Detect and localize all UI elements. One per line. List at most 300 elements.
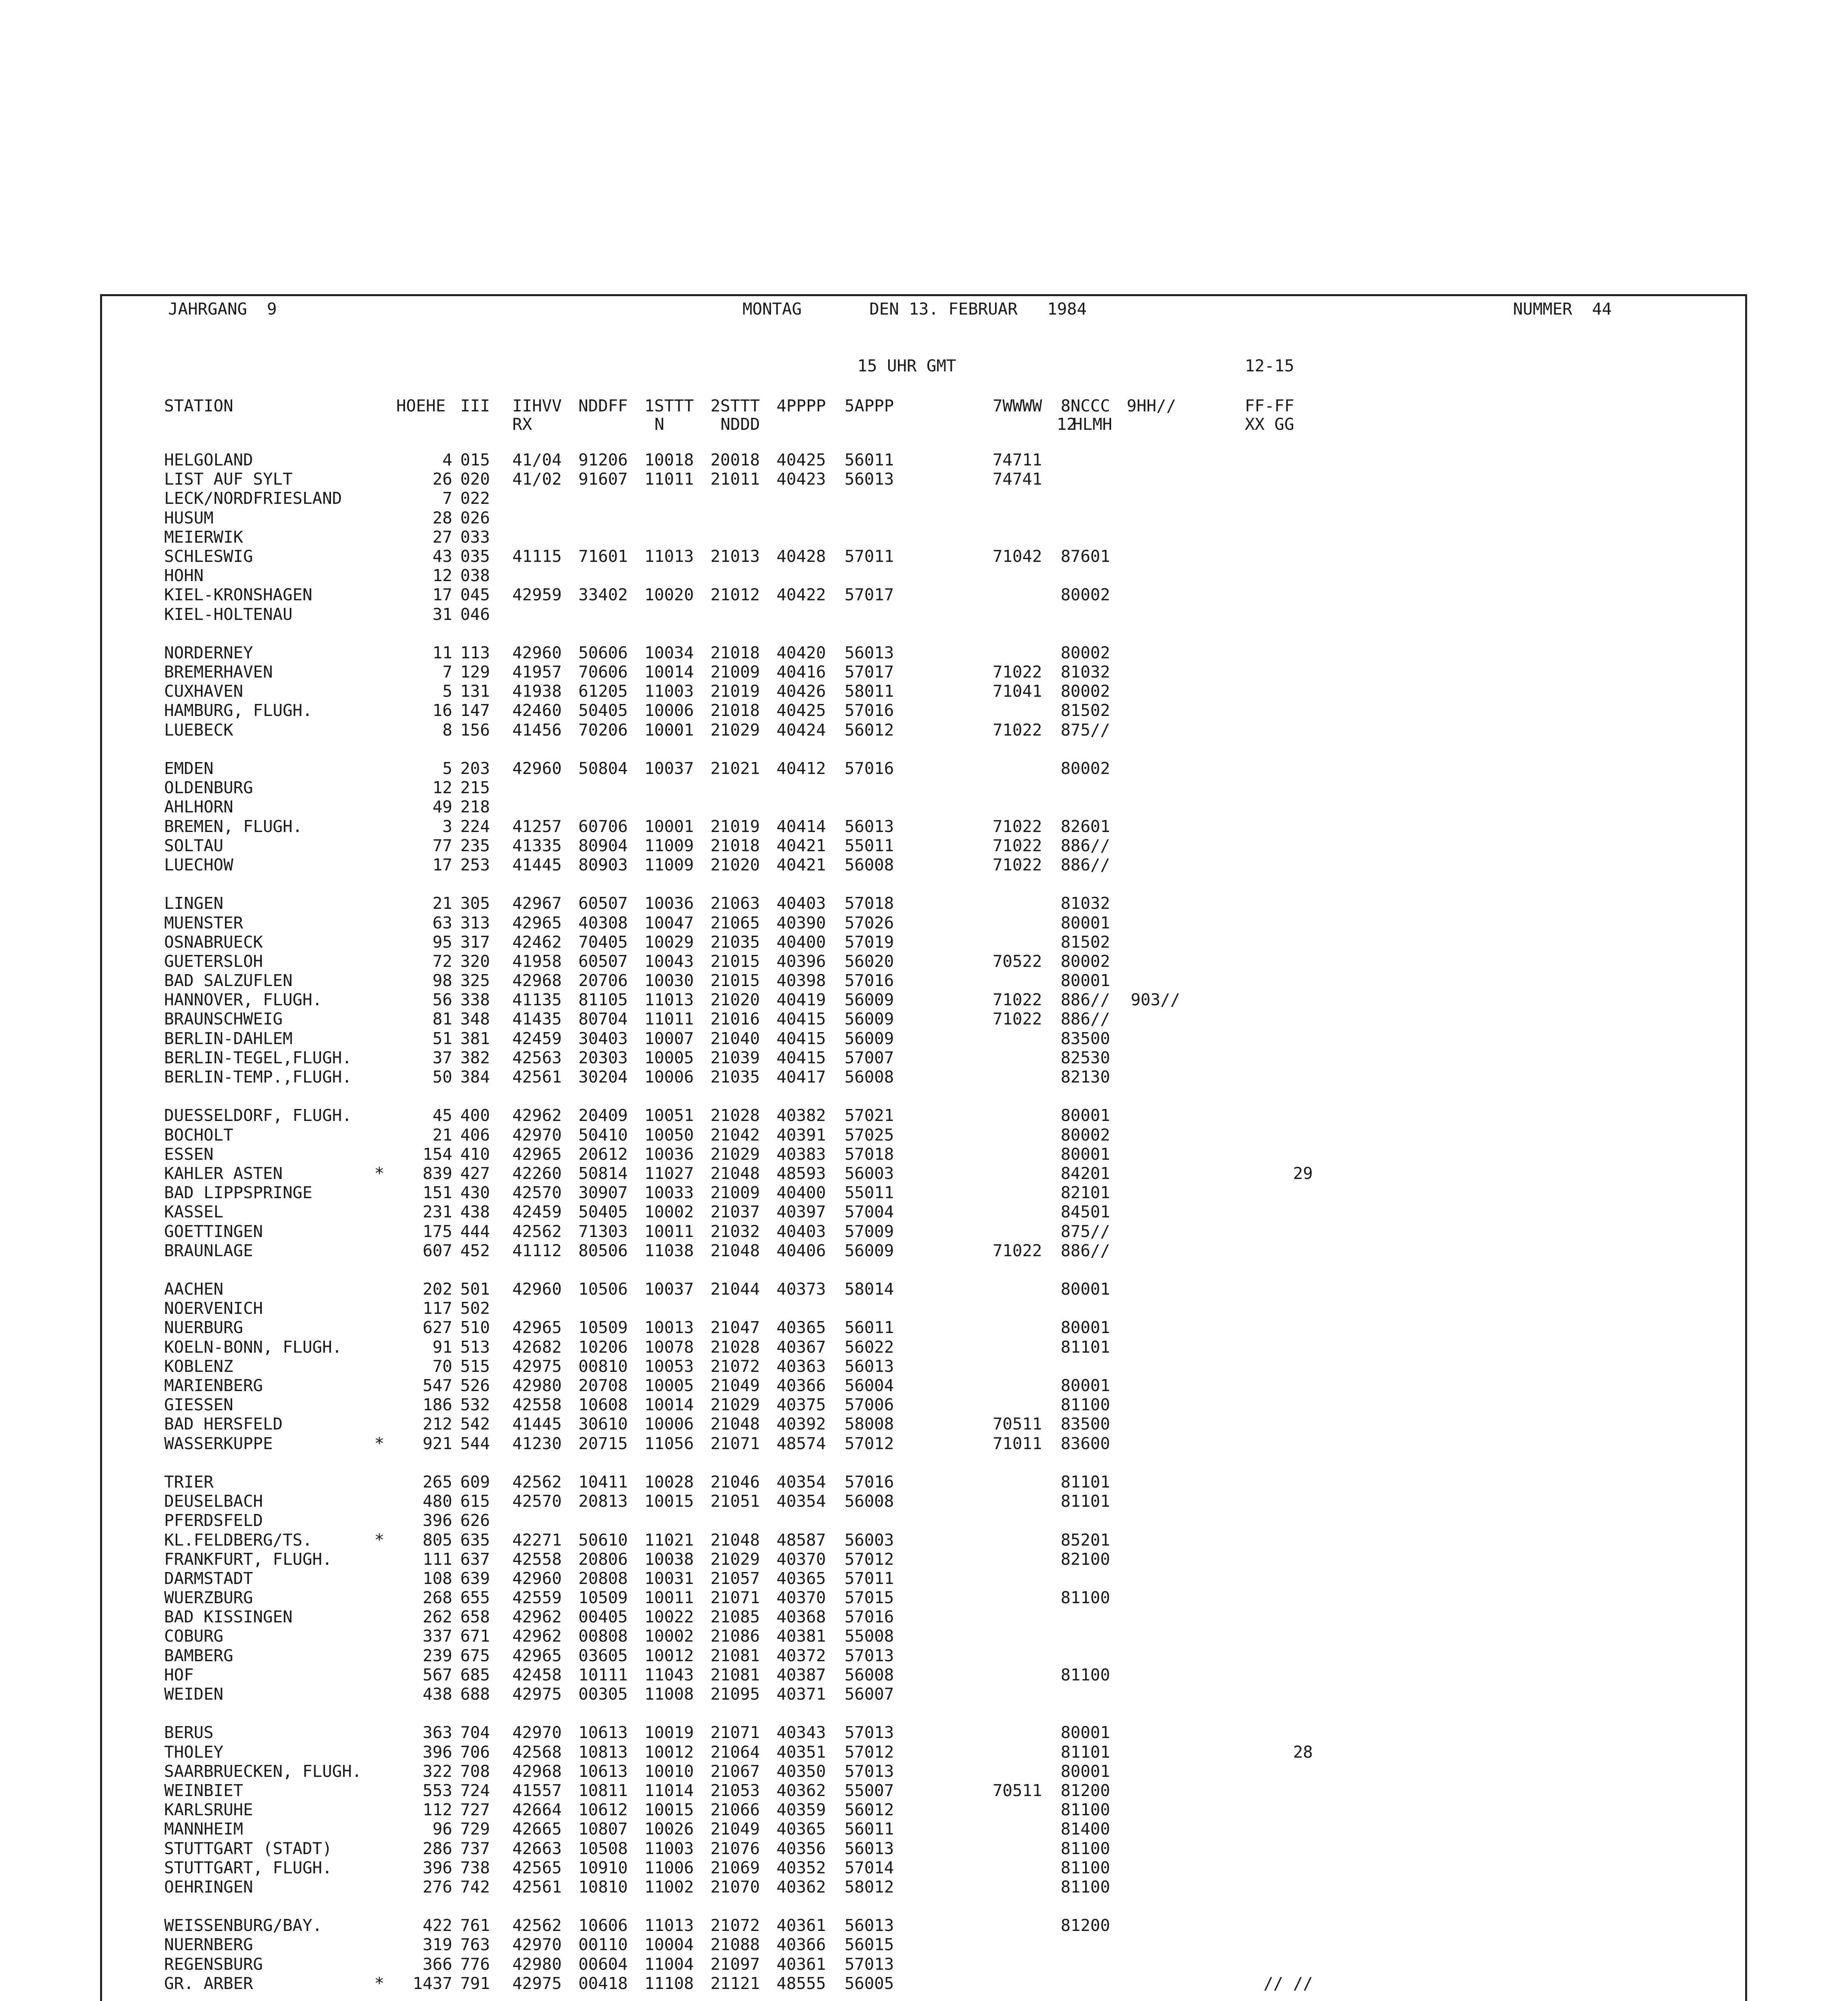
synop-group: 42568 xyxy=(512,1742,562,1762)
station-iii: 129 xyxy=(460,662,490,682)
station-iii: 544 xyxy=(460,1434,490,1453)
synop-group: 42562 xyxy=(512,1916,562,1935)
synop-group: 21048 xyxy=(710,1530,760,1550)
station-height: 567 xyxy=(422,1665,452,1684)
synop-group: 40354 xyxy=(777,1492,826,1511)
table-row xyxy=(164,1511,1725,1530)
group-7wwww: 71011 xyxy=(993,1434,1042,1453)
station-height: 921 xyxy=(422,1434,452,1453)
station-name: EMDEN xyxy=(164,759,214,778)
station-height: 17 xyxy=(432,855,452,874)
mountain-mark: * xyxy=(374,1973,384,1993)
synop-group: 11038 xyxy=(644,1241,694,1260)
synop-group: 10012 xyxy=(644,1646,694,1665)
group-8nccc: 87601 xyxy=(1061,546,1110,566)
station-name: WEISSENBURG/BAY. xyxy=(164,1916,322,1935)
synop-group: 40415 xyxy=(777,1009,826,1029)
synop-group: 56012 xyxy=(845,720,894,740)
synop-group: 56012 xyxy=(845,1800,894,1820)
station-name: GOETTINGEN xyxy=(164,1221,263,1241)
synop-group: 40383 xyxy=(777,1144,826,1164)
station-height: 91 xyxy=(432,1337,452,1357)
synop-group: 10010 xyxy=(644,1761,694,1781)
station-height: 839 xyxy=(422,1163,452,1183)
station-height: 95 xyxy=(432,932,452,952)
table-row xyxy=(164,489,1725,508)
table-row xyxy=(164,1665,1725,1684)
station-height: 438 xyxy=(422,1684,452,1704)
synop-group: 21016 xyxy=(710,1009,760,1029)
station-iii: 113 xyxy=(460,643,490,662)
synop-group: 57018 xyxy=(845,894,894,913)
synop-group: 56009 xyxy=(845,1029,894,1048)
synop-group: 00604 xyxy=(578,1954,628,1974)
synop-group: 21029 xyxy=(710,1144,760,1164)
station-name: SOLTAU xyxy=(164,836,224,855)
synop-group: 10026 xyxy=(644,1819,694,1839)
synop-group: 10004 xyxy=(644,1935,694,1955)
synop-group: 40425 xyxy=(777,701,826,720)
station-iii: 738 xyxy=(460,1858,490,1877)
station-height: 547 xyxy=(422,1376,452,1395)
station-height: 627 xyxy=(422,1318,452,1337)
station-height: 63 xyxy=(432,913,452,932)
station-iii: 410 xyxy=(460,1144,490,1164)
synop-group: 41435 xyxy=(512,1009,562,1029)
synop-group: 21028 xyxy=(710,1337,760,1357)
station-iii: 727 xyxy=(460,1800,490,1820)
group-8nccc: 81200 xyxy=(1061,1780,1110,1800)
synop-group: 40420 xyxy=(777,643,826,662)
synop-group: 11009 xyxy=(644,836,694,855)
synop-group: 56003 xyxy=(845,1163,894,1183)
station-height: 26 xyxy=(432,469,452,489)
group-8nccc: 81101 xyxy=(1061,1472,1110,1492)
synop-group: 42460 xyxy=(512,701,562,720)
station-iii: 320 xyxy=(460,951,490,971)
synop-group: 40398 xyxy=(777,971,826,990)
synop-group: 56009 xyxy=(845,1241,894,1260)
synop-group: 11004 xyxy=(644,1954,694,1974)
table-row xyxy=(164,778,1725,797)
table-row xyxy=(164,1569,1725,1588)
table-row xyxy=(164,1858,1725,1877)
group-8nccc: 81100 xyxy=(1061,1877,1110,1897)
mountain-mark: * xyxy=(374,1163,384,1183)
synop-group: 21049 xyxy=(710,1819,760,1839)
synop-group: 40362 xyxy=(777,1877,826,1897)
station-iii: 761 xyxy=(460,1916,490,1935)
station-iii: 427 xyxy=(460,1163,490,1183)
synop-group: 40366 xyxy=(777,1376,826,1395)
station-height: 286 xyxy=(422,1839,452,1858)
station-iii: 156 xyxy=(460,720,490,740)
synop-group: 42970 xyxy=(512,1935,562,1955)
station-iii: 655 xyxy=(460,1588,490,1608)
gust-ff: // // xyxy=(1263,1973,1313,1993)
synop-group: 56004 xyxy=(845,1376,894,1395)
station-height: 7 xyxy=(442,489,452,508)
synop-group: 40365 xyxy=(777,1318,826,1337)
station-height: 363 xyxy=(422,1723,452,1742)
station-iii: 452 xyxy=(460,1241,490,1260)
station-name: BERLIN-TEGEL,FLUGH. xyxy=(164,1048,352,1067)
table-row xyxy=(164,643,1725,662)
synop-group: 10038 xyxy=(644,1549,694,1569)
synop-group: 40343 xyxy=(777,1723,826,1742)
synop-group: 40403 xyxy=(777,1221,826,1241)
station-name: OEHRINGEN xyxy=(164,1877,253,1897)
synop-group: 11002 xyxy=(644,1877,694,1897)
table-row xyxy=(164,682,1725,701)
synop-group: 60507 xyxy=(578,951,628,971)
table-row xyxy=(164,1762,1725,1781)
synop-group: 50606 xyxy=(578,643,628,662)
synop-group: 40371 xyxy=(777,1684,826,1704)
col-2sttt: 2STTT xyxy=(710,396,760,415)
synop-group: 40375 xyxy=(777,1395,826,1415)
synop-group: 20708 xyxy=(578,1376,628,1395)
group-8nccc: 81100 xyxy=(1061,1839,1110,1858)
synop-group: 10508 xyxy=(578,1839,628,1858)
station-iii: 430 xyxy=(460,1183,490,1203)
synop-group: 10007 xyxy=(644,1029,694,1048)
synop-group: 56013 xyxy=(845,1356,894,1376)
station-height: 31 xyxy=(432,604,452,624)
group-8nccc: 886// xyxy=(1061,1009,1110,1029)
synop-group: 21071 xyxy=(710,1434,760,1453)
synop-group: 10036 xyxy=(644,894,694,913)
col-5appp: 5APPP xyxy=(845,396,894,415)
synop-group: 21015 xyxy=(710,951,760,971)
station-height: 422 xyxy=(422,1916,452,1935)
station-iii: 513 xyxy=(460,1337,490,1357)
station-iii: 400 xyxy=(460,1106,490,1125)
station-iii: 637 xyxy=(460,1549,490,1569)
station-iii: 737 xyxy=(460,1839,490,1858)
synop-group: 10022 xyxy=(644,1607,694,1627)
synop-group: 10047 xyxy=(644,913,694,932)
station-name: ESSEN xyxy=(164,1144,214,1164)
synop-group: 10006 xyxy=(644,1414,694,1434)
station-name: LUECHOW xyxy=(164,855,233,874)
synop-group: 91206 xyxy=(578,450,628,469)
synop-group: 11027 xyxy=(644,1163,694,1183)
group-7wwww: 71022 xyxy=(993,836,1042,855)
synop-group: 40424 xyxy=(777,720,826,740)
station-name: TRIER xyxy=(164,1472,214,1492)
synop-group: 10810 xyxy=(578,1877,628,1897)
synop-group: 57013 xyxy=(845,1761,894,1781)
table-row xyxy=(164,1357,1725,1376)
gust-ff: 29 xyxy=(1293,1163,1313,1183)
table-row xyxy=(164,508,1725,527)
synop-group: 20808 xyxy=(578,1568,628,1588)
station-name: WASSERKUPPE xyxy=(164,1434,273,1453)
table-row xyxy=(164,1916,1725,1935)
synop-group: 56013 xyxy=(845,469,894,489)
table-row xyxy=(164,1337,1725,1357)
table-row xyxy=(164,1974,1725,1993)
synop-group: 42561 xyxy=(512,1877,562,1897)
station-name: BAD LIPPSPRINGE xyxy=(164,1183,313,1203)
table-row xyxy=(164,1318,1725,1337)
row-spacer xyxy=(164,1087,1725,1106)
synop-group: 41958 xyxy=(512,951,562,971)
synop-group: 10509 xyxy=(578,1318,628,1337)
station-height: 112 xyxy=(422,1800,452,1820)
synop-group: 40417 xyxy=(777,1067,826,1087)
station-name: CUXHAVEN xyxy=(164,682,243,701)
station-name: WUERZBURG xyxy=(164,1588,253,1608)
synop-group: 40390 xyxy=(777,913,826,932)
synop-group: 56007 xyxy=(845,1684,894,1704)
synop-group: 11013 xyxy=(644,1916,694,1935)
col-12: 12 xyxy=(1057,415,1077,434)
synop-group: 21121 xyxy=(710,1973,760,1993)
group-8nccc: 84501 xyxy=(1061,1202,1110,1222)
synop-group: 56013 xyxy=(845,643,894,662)
synop-group: 41957 xyxy=(512,662,562,682)
synop-group: 42664 xyxy=(512,1800,562,1820)
group-8nccc: 886// xyxy=(1061,990,1110,1010)
station-iii: 026 xyxy=(460,508,490,527)
synop-group: 00418 xyxy=(578,1973,628,1993)
station-iii: 791 xyxy=(460,1973,490,1993)
synop-group: 21020 xyxy=(710,855,760,874)
station-height: 396 xyxy=(422,1742,452,1762)
synop-group: 56013 xyxy=(845,1839,894,1858)
station-height: 186 xyxy=(422,1395,452,1415)
synop-group: 70405 xyxy=(578,932,628,952)
synop-group: 42561 xyxy=(512,1067,562,1087)
station-height: 117 xyxy=(422,1299,452,1318)
synop-group: 21018 xyxy=(710,643,760,662)
station-height: 262 xyxy=(422,1607,452,1627)
table-row xyxy=(164,1434,1725,1453)
synop-group: 42682 xyxy=(512,1337,562,1357)
station-iii: 615 xyxy=(460,1492,490,1511)
table-row xyxy=(164,1125,1725,1145)
station-iii: 532 xyxy=(460,1395,490,1415)
station-iii: 609 xyxy=(460,1472,490,1492)
synop-group: 21071 xyxy=(710,1723,760,1742)
group-8nccc: 886// xyxy=(1061,836,1110,855)
synop-group: 21021 xyxy=(710,759,760,778)
synop-group: 21047 xyxy=(710,1318,760,1337)
table-row xyxy=(164,1395,1725,1414)
synop-group: 56013 xyxy=(845,816,894,836)
group-8nccc: 81032 xyxy=(1061,662,1110,682)
synop-group: 56009 xyxy=(845,1009,894,1029)
table-row xyxy=(164,1009,1725,1029)
synop-group: 57014 xyxy=(845,1858,894,1877)
synop-group: 40412 xyxy=(777,759,826,778)
synop-group: 11011 xyxy=(644,469,694,489)
synop-group: 57007 xyxy=(845,1048,894,1067)
station-name: BAMBERG xyxy=(164,1646,233,1665)
synop-group: 48574 xyxy=(777,1434,826,1453)
synop-group: 55011 xyxy=(845,836,894,855)
station-iii: 325 xyxy=(460,971,490,990)
synop-group: 10612 xyxy=(578,1800,628,1820)
synop-group: 41115 xyxy=(512,546,562,566)
station-height: 28 xyxy=(432,508,452,527)
group-8nccc: 80001 xyxy=(1061,1318,1110,1337)
synop-group: 11108 xyxy=(644,1973,694,1993)
station-name: KL.FELDBERG/TS. xyxy=(164,1530,313,1550)
station-name: BAD KISSINGEN xyxy=(164,1607,293,1627)
synop-group: 71303 xyxy=(578,1221,628,1241)
synop-group: 57012 xyxy=(845,1549,894,1569)
station-iii: 348 xyxy=(460,1009,490,1029)
table-row xyxy=(164,720,1725,740)
synop-group: 10015 xyxy=(644,1492,694,1511)
station-name: BAD HERSFELD xyxy=(164,1414,283,1434)
table-row xyxy=(164,1067,1725,1087)
station-height: 51 xyxy=(432,1029,452,1048)
station-name: MANNHEIM xyxy=(164,1819,243,1839)
synop-group: 42960 xyxy=(512,1568,562,1588)
table-row xyxy=(164,990,1725,1009)
synop-group: 21065 xyxy=(710,913,760,932)
table-row xyxy=(164,1955,1725,1974)
synop-group: 10807 xyxy=(578,1819,628,1839)
row-spacer xyxy=(164,624,1725,643)
group-8nccc: 80002 xyxy=(1061,643,1110,662)
date: DEN 13. FEBRUAR 1984 xyxy=(869,299,1087,319)
station-name: NUERBURG xyxy=(164,1318,243,1337)
table-row xyxy=(164,1742,1725,1762)
synop-group: 42975 xyxy=(512,1684,562,1704)
station-iii: 671 xyxy=(460,1626,490,1646)
synop-group: 10005 xyxy=(644,1376,694,1395)
synop-group: 40352 xyxy=(777,1858,826,1877)
synop-group: 21086 xyxy=(710,1626,760,1646)
synop-group: 40406 xyxy=(777,1241,826,1260)
synop-group: 41135 xyxy=(512,990,562,1010)
group-8nccc: 81032 xyxy=(1061,894,1110,913)
group-8nccc: 83600 xyxy=(1061,1434,1110,1453)
group-8nccc: 875// xyxy=(1061,720,1110,740)
group-8nccc: 85201 xyxy=(1061,1530,1110,1550)
group-8nccc: 82601 xyxy=(1061,816,1110,836)
synop-group: 21069 xyxy=(710,1858,760,1877)
synop-group: 57011 xyxy=(845,546,894,566)
station-iii: 626 xyxy=(460,1511,490,1530)
synop-group: 56011 xyxy=(845,1318,894,1337)
synop-group: 57013 xyxy=(845,1723,894,1742)
synop-group: 56011 xyxy=(845,1819,894,1839)
synop-group: 11006 xyxy=(644,1858,694,1877)
station-height: 96 xyxy=(432,1819,452,1839)
station-iii: 635 xyxy=(460,1530,490,1550)
synop-group: 40415 xyxy=(777,1048,826,1067)
group-8nccc: 81100 xyxy=(1061,1588,1110,1608)
synop-group: 42965 xyxy=(512,1318,562,1337)
synop-group: 10013 xyxy=(644,1318,694,1337)
table-row xyxy=(164,1607,1725,1626)
group-7wwww: 70522 xyxy=(993,951,1042,971)
station-iii: 763 xyxy=(460,1935,490,1955)
station-name: DUESSELDORF, FLUGH. xyxy=(164,1106,352,1125)
synop-group: 11011 xyxy=(644,1009,694,1029)
station-height: 1437 xyxy=(413,1973,452,1993)
table-row xyxy=(164,1935,1725,1954)
table-row xyxy=(164,1414,1725,1434)
station-name: MUENSTER xyxy=(164,913,243,932)
synop-group: 57016 xyxy=(845,759,894,778)
station-height: 8 xyxy=(442,720,452,740)
synop-group: 41112 xyxy=(512,1241,562,1260)
synop-group: 50814 xyxy=(578,1163,628,1183)
station-height: 154 xyxy=(422,1144,452,1164)
col-hlmh: HLMH xyxy=(1073,415,1112,434)
station-height: 805 xyxy=(422,1530,452,1550)
group-7wwww: 70511 xyxy=(993,1414,1042,1434)
col-nddd: NDDD xyxy=(720,415,760,434)
station-iii: 406 xyxy=(460,1125,490,1145)
synop-group: 40397 xyxy=(777,1202,826,1222)
table-row xyxy=(164,932,1725,952)
synop-group: 10005 xyxy=(644,1048,694,1067)
group-8nccc: 82101 xyxy=(1061,1183,1110,1203)
synop-group: 10608 xyxy=(578,1395,628,1415)
group-8nccc: 81100 xyxy=(1061,1395,1110,1415)
group-8nccc: 81100 xyxy=(1061,1858,1110,1877)
synop-group: 40361 xyxy=(777,1954,826,1974)
synop-group: 10002 xyxy=(644,1202,694,1222)
table-row xyxy=(164,1800,1725,1819)
station-name: BAD SALZUFLEN xyxy=(164,971,293,990)
synop-group: 10006 xyxy=(644,1067,694,1087)
synop-group: 40354 xyxy=(777,1472,826,1492)
synop-group: 42570 xyxy=(512,1183,562,1203)
synop-group: 21048 xyxy=(710,1241,760,1260)
station-iii: 510 xyxy=(460,1318,490,1337)
row-spacer xyxy=(164,1453,1725,1472)
station-name: OLDENBURG xyxy=(164,778,253,798)
synop-group: 40308 xyxy=(578,913,628,932)
station-name: KOBLENZ xyxy=(164,1356,233,1376)
group-8nccc: 80001 xyxy=(1061,1144,1110,1164)
synop-group: 80704 xyxy=(578,1009,628,1029)
synop-group: 70206 xyxy=(578,720,628,740)
synop-group: 21051 xyxy=(710,1492,760,1511)
station-height: 27 xyxy=(432,527,452,547)
station-iii: 382 xyxy=(460,1048,490,1067)
synop-group: 33402 xyxy=(578,585,628,605)
synop-group: 10509 xyxy=(578,1588,628,1608)
synop-group: 40372 xyxy=(777,1646,826,1665)
station-iii: 035 xyxy=(460,546,490,566)
table-row xyxy=(164,450,1725,469)
synop-group: 40361 xyxy=(777,1916,826,1935)
synop-group: 40351 xyxy=(777,1742,826,1762)
station-iii: 384 xyxy=(460,1067,490,1087)
col-hoehe: HOEHE xyxy=(396,396,446,415)
synop-group: 10613 xyxy=(578,1761,628,1781)
station-name: LECK/NORDFRIESLAND xyxy=(164,489,342,508)
group-8nccc: 80001 xyxy=(1061,1723,1110,1742)
table-row xyxy=(164,662,1725,682)
synop-group: 40350 xyxy=(777,1761,826,1781)
table-row xyxy=(164,894,1725,913)
synop-group: 42562 xyxy=(512,1221,562,1241)
synop-group: 30204 xyxy=(578,1067,628,1087)
station-name: KOELN-BONN, FLUGH. xyxy=(164,1337,342,1357)
group-7wwww: 71022 xyxy=(993,1241,1042,1260)
